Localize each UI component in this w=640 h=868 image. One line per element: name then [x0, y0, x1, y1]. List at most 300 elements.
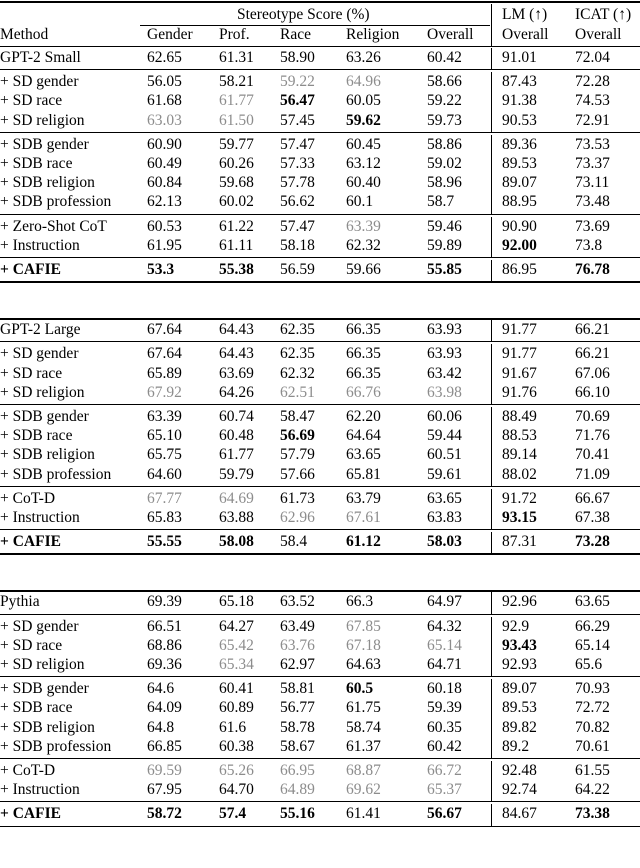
cell-prof: 64.69: [219, 489, 254, 507]
cell-method: + Instruction: [0, 236, 80, 254]
cell-gender: 60.90: [147, 135, 182, 153]
cell-prof: 60.26: [219, 155, 254, 172]
cell-religion: 69.62: [346, 781, 381, 799]
cell-overall-icat: 67.38: [575, 509, 610, 526]
cell-overall-lm: 92.96: [502, 593, 537, 611]
cell-method: + SDB gender: [0, 408, 89, 425]
cell-method: + Zero-Shot CoT: [0, 217, 107, 235]
cell-overall-ss: 59.44: [427, 427, 462, 445]
cell-overall-ss: 59.39: [427, 699, 462, 717]
cell-overall-lm: 89.36: [502, 135, 537, 153]
cell-overall-icat: 66.21: [575, 345, 610, 363]
cell-overall-lm: 88.02: [502, 465, 537, 483]
cell-race: 56.69: [280, 427, 315, 445]
cell-method: + CAFIE: [0, 533, 61, 551]
cell-religion: 63.65: [346, 446, 381, 464]
cell-overall-ss: 60.35: [427, 718, 462, 736]
cell-religion: 60.5: [346, 680, 374, 698]
cell-prof: 60.02: [219, 193, 254, 211]
cell-overall-lm: 92.00: [502, 236, 537, 254]
cell-prof: 61.6: [219, 718, 247, 736]
column-separator: [491, 217, 492, 257]
cell-overall-ss: 63.98: [427, 383, 462, 401]
cell-overall-ss: 64.32: [427, 617, 462, 635]
cell-overall-ss: 59.89: [427, 236, 462, 254]
cell-gender: 61.68: [147, 92, 182, 110]
cell-overall-icat: 73.53: [575, 135, 610, 153]
header-religion: Religion: [346, 26, 400, 43]
header-race: Race: [280, 26, 311, 43]
cell-overall-ss: 63.93: [427, 321, 462, 339]
header-lm-group: LM (↑): [502, 6, 548, 23]
column-separator: [491, 260, 492, 281]
cell-race: 62.32: [280, 364, 315, 382]
section-top-rule: [0, 318, 640, 320]
cell-overall-ss: 58.86: [427, 135, 462, 153]
cell-religion: 62.32: [346, 236, 381, 254]
group-rule: [0, 404, 640, 405]
cell-race: 62.97: [280, 656, 315, 673]
cell-race: 59.22: [280, 73, 315, 91]
cell-method: + SDB race: [0, 427, 73, 445]
cell-overall-icat: 74.53: [575, 92, 610, 110]
cell-method: + SD race: [0, 92, 63, 110]
cell-prof: 60.74: [219, 408, 254, 425]
cell-prof: 59.68: [219, 174, 254, 192]
cell-prof: 64.27: [219, 617, 254, 635]
cell-gender: 64.09: [147, 699, 182, 717]
cell-gender: 55.55: [147, 533, 182, 551]
cell-prof: 63.88: [219, 509, 254, 526]
cell-gender: 64.60: [147, 465, 182, 483]
cell-overall-ss: 64.97: [427, 593, 462, 611]
cell-overall-icat: 73.48: [575, 193, 610, 211]
cell-race: 56.47: [280, 92, 315, 110]
cell-gender: 65.10: [147, 427, 182, 445]
cell-method: Pythia: [0, 593, 40, 611]
cell-race: 63.52: [280, 593, 315, 611]
cell-race: 58.4: [280, 533, 308, 551]
group-rule: [0, 69, 640, 70]
cell-overall-lm: 91.38: [502, 92, 537, 110]
header-overall-ss: Overall: [427, 26, 474, 43]
cell-gender: 64.6: [147, 680, 175, 698]
section-bottom-rule: [0, 281, 640, 283]
cell-overall-icat: 76.78: [575, 261, 610, 278]
cell-method: + SDB gender: [0, 680, 89, 698]
cell-method: + SDB profession: [0, 193, 112, 211]
header-overall-lm: Overall: [502, 26, 549, 43]
cell-religion: 68.87: [346, 762, 381, 779]
cell-gender: 58.72: [147, 805, 182, 823]
cell-religion: 63.39: [346, 217, 381, 235]
column-separator: [491, 489, 492, 529]
cell-religion: 63.26: [346, 49, 381, 66]
cell-overall-lm: 89.07: [502, 680, 537, 698]
cell-religion: 60.1: [346, 193, 374, 211]
cell-method: + SDB profession: [0, 737, 112, 755]
column-separator: [491, 761, 492, 801]
cell-overall-ss: 58.66: [427, 73, 462, 91]
cell-overall-lm: 88.53: [502, 427, 537, 445]
group-rule: [0, 676, 640, 677]
cell-religion: 67.61: [346, 509, 381, 526]
cell-gender: 67.64: [147, 345, 182, 363]
cell-gender: 66.85: [147, 737, 182, 755]
cell-prof: 61.50: [219, 111, 254, 129]
cell-overall-lm: 89.14: [502, 446, 537, 464]
cell-overall-ss: 63.83: [427, 509, 462, 526]
cell-prof: 60.41: [219, 680, 254, 698]
column-separator: [491, 320, 492, 341]
header-method: Method: [0, 26, 49, 43]
cell-race: 58.47: [280, 408, 315, 425]
cell-overall-lm: 87.31: [502, 533, 537, 551]
cell-prof: 61.22: [219, 217, 254, 235]
cell-overall-ss: 64.71: [427, 656, 462, 673]
cell-overall-icat: 73.8: [575, 236, 603, 254]
cell-race: 57.33: [280, 155, 315, 172]
cell-race: 58.81: [280, 680, 315, 698]
cell-method: + SD gender: [0, 617, 79, 635]
cell-method: + Instruction: [0, 781, 80, 799]
cell-overall-icat: 73.69: [575, 217, 610, 235]
cell-gender: 68.86: [147, 636, 182, 654]
cell-overall-icat: 70.93: [575, 680, 610, 698]
group-rule: [0, 257, 640, 258]
cell-race: 57.45: [280, 111, 315, 129]
cell-method: + SDB religion: [0, 446, 95, 464]
column-separator: [491, 592, 492, 613]
cell-religion: 61.37: [346, 737, 381, 755]
cell-method: + SDB gender: [0, 135, 89, 153]
cell-religion: 66.35: [346, 364, 381, 382]
cell-gender: 65.83: [147, 509, 182, 526]
cell-overall-icat: 73.38: [575, 805, 610, 823]
cell-gender: 69.59: [147, 762, 182, 779]
cell-overall-lm: 84.67: [502, 805, 537, 823]
cell-religion: 66.35: [346, 321, 381, 339]
cell-overall-lm: 88.95: [502, 193, 537, 211]
column-separator: [491, 135, 492, 214]
group-rule: [0, 801, 640, 802]
cell-overall-ss: 60.18: [427, 680, 462, 698]
cell-overall-icat: 71.76: [575, 427, 610, 445]
cell-overall-ss: 63.65: [427, 489, 462, 507]
cell-overall-ss: 55.85: [427, 261, 462, 278]
cell-prof: 57.4: [219, 805, 247, 823]
cell-overall-icat: 72.72: [575, 699, 610, 717]
cell-prof: 58.21: [219, 73, 254, 91]
cell-religion: 63.12: [346, 155, 381, 172]
cell-prof: 63.69: [219, 364, 254, 382]
cell-race: 66.95: [280, 762, 315, 779]
cell-overall-icat: 66.29: [575, 617, 610, 635]
cell-gender: 66.51: [147, 617, 182, 635]
cell-race: 62.35: [280, 345, 315, 363]
cell-gender: 69.36: [147, 656, 182, 673]
cell-gender: 63.03: [147, 111, 182, 129]
cell-religion: 67.85: [346, 617, 381, 635]
cell-overall-lm: 93.15: [502, 509, 537, 526]
cell-gender: 67.77: [147, 489, 182, 507]
cell-religion: 67.18: [346, 636, 381, 654]
header-icat-group: ICAT (↑): [575, 6, 632, 23]
cell-overall-lm: 92.48: [502, 762, 537, 779]
cell-overall-lm: 89.2: [502, 737, 530, 755]
cell-prof: 65.34: [219, 656, 254, 673]
cell-overall-icat: 63.65: [575, 593, 610, 611]
cell-overall-lm: 88.49: [502, 408, 537, 425]
cell-prof: 64.43: [219, 345, 254, 363]
cell-method: + CoT-D: [0, 489, 56, 507]
cell-overall-lm: 91.77: [502, 321, 537, 339]
cell-overall-icat: 67.06: [575, 364, 610, 382]
cell-overall-lm: 90.53: [502, 111, 537, 129]
column-separator: [491, 344, 492, 404]
cell-method: + CoT-D: [0, 762, 56, 779]
cell-prof: 60.38: [219, 737, 254, 755]
cell-overall-lm: 89.53: [502, 155, 537, 172]
cell-overall-ss: 60.42: [427, 49, 462, 66]
header-overall-icat: Overall: [575, 26, 622, 43]
cell-prof: 65.26: [219, 762, 254, 779]
cell-overall-ss: 58.7: [427, 193, 455, 211]
cell-race: 55.16: [280, 805, 315, 823]
header-prof: Prof.: [219, 26, 250, 43]
cell-overall-lm: 92.74: [502, 781, 537, 799]
cell-race: 63.49: [280, 617, 315, 635]
cell-race: 57.79: [280, 446, 315, 464]
cell-prof: 64.70: [219, 781, 254, 799]
cell-overall-ss: 56.67: [427, 805, 462, 823]
cell-race: 62.51: [280, 383, 315, 401]
cell-race: 58.78: [280, 718, 315, 736]
cell-race: 62.96: [280, 509, 315, 526]
cell-method: + CAFIE: [0, 261, 61, 278]
cell-race: 57.78: [280, 174, 315, 192]
header-gender: Gender: [147, 26, 193, 43]
cell-overall-icat: 70.82: [575, 718, 610, 736]
column-separator: [491, 679, 492, 758]
cell-overall-lm: 89.53: [502, 699, 537, 717]
cell-prof: 60.89: [219, 699, 254, 717]
cell-prof: 55.38: [219, 261, 254, 278]
cell-overall-icat: 70.61: [575, 737, 610, 755]
cell-method: + SDB race: [0, 155, 73, 172]
cell-prof: 60.48: [219, 427, 254, 445]
column-separator: [491, 407, 492, 486]
column-separator: [491, 4, 492, 46]
group-rule: [0, 132, 640, 133]
cell-religion: 60.40: [346, 174, 381, 192]
column-separator: [491, 532, 492, 553]
cell-gender: 61.95: [147, 236, 182, 254]
cell-prof: 61.31: [219, 49, 254, 66]
section-bottom-rule: [0, 553, 640, 555]
column-separator: [491, 804, 492, 825]
cell-overall-ss: 59.61: [427, 465, 462, 483]
cell-overall-icat: 66.10: [575, 383, 610, 401]
cell-overall-ss: 58.03: [427, 533, 462, 551]
cell-overall-lm: 92.93: [502, 656, 537, 673]
cell-prof: 64.43: [219, 321, 254, 339]
cell-overall-icat: 73.37: [575, 155, 610, 172]
cell-overall-icat: 64.22: [575, 781, 610, 799]
cell-overall-lm: 91.01: [502, 49, 537, 66]
cell-religion: 59.66: [346, 261, 381, 278]
cell-race: 58.90: [280, 49, 315, 66]
cell-method: + SD race: [0, 364, 63, 382]
cell-religion: 64.64: [346, 427, 381, 445]
cell-overall-icat: 65.14: [575, 636, 610, 654]
cell-gender: 60.84: [147, 174, 182, 192]
cell-overall-ss: 65.14: [427, 636, 462, 654]
cell-gender: 67.95: [147, 781, 182, 799]
cell-method: + SD religion: [0, 383, 85, 401]
cell-overall-icat: 73.28: [575, 533, 610, 551]
cell-gender: 62.13: [147, 193, 182, 211]
cell-race: 61.73: [280, 489, 315, 507]
cell-religion: 64.96: [346, 73, 381, 91]
group-rule: [0, 529, 640, 530]
cell-religion: 59.62: [346, 111, 381, 129]
cell-method: + SD religion: [0, 111, 85, 129]
cell-overall-ss: 60.06: [427, 408, 462, 425]
cell-religion: 60.05: [346, 92, 381, 110]
cell-overall-lm: 86.95: [502, 261, 537, 278]
cell-overall-icat: 65.6: [575, 656, 603, 673]
cell-religion: 66.76: [346, 383, 381, 401]
cell-overall-icat: 66.67: [575, 489, 610, 507]
cell-method: + CAFIE: [0, 805, 61, 823]
cell-prof: 59.79: [219, 465, 254, 483]
cell-overall-icat: 72.04: [575, 49, 610, 66]
cell-overall-lm: 91.77: [502, 345, 537, 363]
cell-overall-ss: 63.42: [427, 364, 462, 382]
cell-method: + SD gender: [0, 345, 79, 363]
cell-overall-lm: 91.67: [502, 364, 537, 382]
cell-gender: 67.92: [147, 383, 182, 401]
cell-religion: 63.79: [346, 489, 381, 507]
cell-religion: 66.35: [346, 345, 381, 363]
cell-overall-lm: 89.82: [502, 718, 537, 736]
cell-overall-ss: 65.37: [427, 781, 462, 799]
cell-overall-lm: 93.43: [502, 636, 537, 654]
cell-overall-icat: 73.11: [575, 174, 610, 192]
cell-prof: 58.08: [219, 533, 254, 551]
cell-method: + SD religion: [0, 656, 85, 673]
cell-gender: 65.75: [147, 446, 182, 464]
cell-prof: 64.26: [219, 383, 254, 401]
cell-overall-lm: 90.90: [502, 217, 537, 235]
cell-gender: 53.3: [147, 261, 175, 278]
cell-religion: 61.75: [346, 699, 381, 717]
cell-race: 63.76: [280, 636, 315, 654]
section-top-rule: [0, 590, 640, 592]
cell-method: + SD gender: [0, 73, 79, 91]
cell-overall-lm: 91.76: [502, 383, 537, 401]
cell-overall-icat: 71.09: [575, 465, 610, 483]
cell-method: GPT-2 Small: [0, 49, 81, 66]
section-bottom-rule: [0, 826, 640, 828]
group-rule: [0, 341, 640, 342]
cell-gender: 64.8: [147, 718, 175, 736]
cell-overall-ss: 58.96: [427, 174, 462, 192]
cell-overall-icat: 66.21: [575, 321, 610, 339]
cell-overall-ss: 59.02: [427, 155, 462, 172]
cell-race: 56.77: [280, 699, 315, 717]
cell-overall-lm: 89.07: [502, 174, 537, 192]
cell-overall-lm: 87.43: [502, 73, 537, 91]
cell-race: 57.66: [280, 465, 315, 483]
cell-overall-ss: 60.42: [427, 737, 462, 755]
cell-overall-icat: 70.69: [575, 408, 610, 425]
cell-religion: 65.81: [346, 465, 381, 483]
cell-method: + SD race: [0, 636, 63, 654]
cell-religion: 62.20: [346, 408, 381, 425]
cell-religion: 58.74: [346, 718, 381, 736]
cell-religion: 66.3: [346, 593, 374, 611]
cell-race: 58.67: [280, 737, 315, 755]
column-separator: [491, 617, 492, 677]
cell-overall-icat: 70.41: [575, 446, 610, 464]
cell-overall-icat: 72.91: [575, 111, 610, 129]
cell-gender: 56.05: [147, 73, 182, 91]
cell-religion: 64.63: [346, 656, 381, 673]
cell-overall-ss: 66.72: [427, 762, 462, 779]
cell-race: 64.89: [280, 781, 315, 799]
top-rule: [0, 1, 640, 3]
cell-gender: 62.65: [147, 49, 182, 66]
cell-overall-ss: 60.51: [427, 446, 462, 464]
cell-race: 56.59: [280, 261, 315, 278]
group-rule: [0, 758, 640, 759]
cell-overall-icat: 61.55: [575, 762, 610, 779]
cell-prof: 61.77: [219, 446, 254, 464]
cell-prof: 59.77: [219, 135, 254, 153]
cell-overall-ss: 59.22: [427, 92, 462, 110]
cell-race: 56.62: [280, 193, 315, 211]
cell-overall-ss: 63.93: [427, 345, 462, 363]
cell-gender: 60.49: [147, 155, 182, 172]
cell-religion: 61.12: [346, 533, 381, 551]
cell-gender: 67.64: [147, 321, 182, 339]
cell-overall-ss: 59.73: [427, 111, 462, 129]
group-rule: [0, 614, 640, 615]
cell-gender: 69.39: [147, 593, 182, 611]
cell-religion: 61.41: [346, 805, 381, 823]
cell-gender: 60.53: [147, 217, 182, 235]
cell-gender: 63.39: [147, 408, 182, 425]
cell-prof: 65.18: [219, 593, 254, 611]
cell-overall-icat: 72.28: [575, 73, 610, 91]
cell-prof: 61.77: [219, 92, 254, 110]
cell-method: + SDB profession: [0, 465, 112, 483]
header-stereotype-group: Stereotype Score (%): [237, 6, 370, 23]
cell-race: 62.35: [280, 321, 315, 339]
cell-overall-lm: 92.9: [502, 617, 530, 635]
cell-method: GPT-2 Large: [0, 321, 81, 339]
cell-overall-ss: 59.46: [427, 217, 462, 235]
cell-race: 57.47: [280, 135, 315, 153]
cell-method: + Instruction: [0, 509, 80, 526]
header-rule: [0, 46, 640, 47]
cell-race: 57.47: [280, 217, 315, 235]
cell-prof: 61.11: [219, 236, 254, 254]
group-rule: [0, 214, 640, 215]
cell-religion: 60.45: [346, 135, 381, 153]
